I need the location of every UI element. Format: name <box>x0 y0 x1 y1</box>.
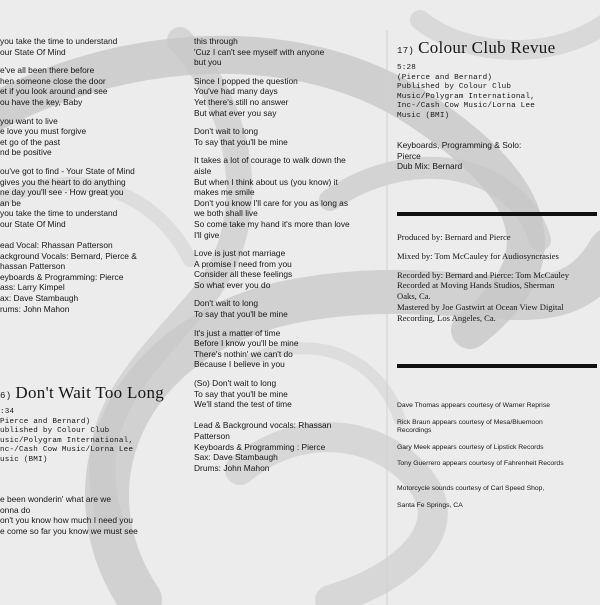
production-credit-line: Recorded by: Bernard and Pierce: Tom McCauley <box>397 269 570 280</box>
lyric-line: Love is just not marriage <box>194 248 286 259</box>
lyric-line: on't you know how much I need you <box>0 515 133 526</box>
lyric-line: To say that you'll be mine <box>194 309 288 320</box>
lyric-line: I'll give <box>194 229 220 240</box>
lyric-line: nd be positive <box>0 147 52 158</box>
lyric-line <box>194 320 350 328</box>
lyric-line: e been wonderin' what are we <box>0 494 112 504</box>
track-6-number: 6) <box>0 391 12 401</box>
divider-rule-bottom <box>397 364 597 368</box>
lyric-line: It's just a matter of time <box>194 327 281 338</box>
lyric-line: our State Of Mind <box>0 46 66 57</box>
track-17-number: 17) <box>397 46 415 56</box>
credit-line: rums: John Mahon <box>0 303 70 314</box>
production-credit-line: Mastered by Joe Gastwirt at Ocean View Digital <box>397 301 564 312</box>
lyric-line: ou have the key, Baby <box>0 96 83 107</box>
lyric-line <box>194 147 350 155</box>
track-info-line: Published by Colour Club <box>397 83 512 92</box>
courtesy-line: Dave Thomas appears courtesy of Warner Reprise <box>397 402 550 409</box>
track-6-title-line <box>0 383 164 406</box>
track-info-line: Music (BMI) <box>397 111 450 120</box>
lyric-line: Don't wait to long <box>194 298 258 309</box>
lyric-line: (So) Don't wait to long <box>194 378 277 389</box>
lyric-line: we both shall live <box>194 208 258 219</box>
track-5-lyrics <box>0 36 137 230</box>
credit-line: Dub Mix: Bernard <box>397 161 463 172</box>
track-6-info <box>0 408 133 466</box>
lyric-line: makes me smile <box>194 187 255 198</box>
lyric-line: A promise I need from you <box>194 258 292 269</box>
credit-line: eyboards & Programming: Pierce <box>0 271 124 282</box>
track-info-line: usic (BMI) <box>0 455 48 464</box>
production-credit-line: Oaks, Ca. <box>397 291 431 302</box>
lyric-line: You've had many days <box>194 86 278 97</box>
lyric-line: Don't wait to long <box>194 126 258 137</box>
track-info-line: Music/Polygram International, <box>397 92 535 101</box>
middle-column <box>194 36 350 473</box>
lyric-line: ou've got to find - Your State of Mind <box>0 165 135 176</box>
lyric-line: aisle <box>194 165 212 176</box>
lyric-line <box>194 118 350 126</box>
lyric-line: gives you the heart to do anything <box>0 176 126 187</box>
credit-line: ass: Larry Kimpel <box>0 282 65 293</box>
credit-line: Lead & Background vocals: Rhassan <box>194 420 332 431</box>
track-17-header <box>397 38 555 61</box>
track-info-line: ublished by Colour Club <box>0 427 110 436</box>
lyric-line: Since I popped the question <box>194 75 298 86</box>
lyric-line <box>194 370 350 378</box>
lyric-line: To say that you'll be mine <box>194 388 288 399</box>
track-17-info <box>397 64 535 122</box>
production-credit-line <box>397 262 569 270</box>
lyric-line: e love you must forgive <box>0 126 87 137</box>
lyric-line: Yet there's still no answer <box>194 96 289 107</box>
lyric-line: Consider all these feelings <box>194 269 293 280</box>
credit-line: ackground Vocals: Bernard, Pierce & <box>0 250 137 261</box>
lyric-line: We'll stand the test of time <box>194 399 292 410</box>
lyric-line: But what ever you say <box>194 107 277 118</box>
courtesy-line <box>397 436 564 444</box>
track-6-lyrics-continued <box>194 36 350 410</box>
lyric-line <box>0 57 137 65</box>
courtesy-line: Santa Fe Springs, CA <box>397 501 463 509</box>
left-column <box>0 36 137 314</box>
lyric-line: but you <box>194 57 222 68</box>
lyric-line: et go of the past <box>0 136 61 147</box>
lyric-line: e've all been there before <box>0 65 95 76</box>
lyric-line <box>194 240 350 248</box>
courtesy-credits <box>397 402 564 510</box>
track-info-line: :34 <box>0 408 15 416</box>
production-credit-line: Recorded at Moving Hands Studios, Sherman <box>397 280 555 291</box>
lyric-line: There's nothin' we can't do <box>194 348 293 359</box>
track-info-line: Inc-/Cash Cow Music/Lorna Lee <box>397 102 535 111</box>
lyric-line <box>0 108 137 116</box>
track-6-title: Don't Wait Too Long <box>15 383 165 402</box>
courtesy-line <box>397 469 564 477</box>
credit-line: Patterson <box>194 431 230 441</box>
track-5-credits <box>0 240 137 314</box>
credit-line: ead Vocal: Rhassan Patterson <box>0 240 113 251</box>
track-17-credits <box>397 140 521 172</box>
courtesy-line: Motorcycle sounds courtesy of Carl Speed Shop, <box>397 484 545 492</box>
credit-line: Keyboards, Programming & Solo: <box>397 140 522 150</box>
lyric-line: So come take my hand it's more than love <box>194 218 350 229</box>
production-credit-line: Recording, Los Angeles, Ca. <box>397 312 496 323</box>
track-17-title: Colour Club Revue <box>418 38 556 57</box>
lyric-line: an be <box>0 197 21 208</box>
lyric-line <box>194 68 350 76</box>
lyric-line: onna do <box>0 504 31 515</box>
lyric-line: this through <box>194 36 238 46</box>
lyric-line: So what ever you do <box>194 279 271 290</box>
track-info-line: (Pierce and Bernard) <box>397 73 493 82</box>
lyric-line: hen someone close the door <box>0 75 106 86</box>
lyric-line: Don't you know I'll care for you as long as <box>194 197 349 208</box>
track-6-header <box>0 383 164 406</box>
production-credit-line: Produced by: Bernard and Pierce <box>397 232 511 242</box>
lyric-line <box>194 290 350 298</box>
credit-line: Keyboards & Programming : Pierce <box>194 441 326 452</box>
courtesy-line <box>397 477 564 485</box>
credit-line: hassan Patterson <box>0 261 66 272</box>
lyric-line: Before I know you'll be mine <box>194 338 299 349</box>
lyric-line: our State Of Mind <box>0 218 66 229</box>
lyric-line: To say that you'll be mine <box>194 136 288 147</box>
production-credits <box>397 232 569 324</box>
lyric-line: It takes a lot of courage to walk down the <box>194 155 346 166</box>
lyric-line: you take the time to understand <box>0 36 118 46</box>
production-credit-line <box>397 243 569 251</box>
credit-line: Sax: Dave Stambaugh <box>194 452 278 463</box>
courtesy-line: Rick Braun appears courtesy of Mesa/Bluemoon <box>397 418 543 426</box>
track-info-line: nc-/Cash Cow Music/Lorna Lee <box>0 446 134 455</box>
courtesy-line <box>397 411 564 419</box>
credit-line: ax: Dave Stambaugh <box>0 293 79 304</box>
track-info-line: Pierce and Bernard) <box>0 417 91 426</box>
track-6-lyrics <box>0 494 138 536</box>
track-6-credits <box>194 420 350 473</box>
track-17-title-line <box>397 38 555 61</box>
credit-line: Drums: John Mahon <box>194 462 270 473</box>
lyric-line: 'Cuz I can't see myself with anyone <box>194 46 325 57</box>
lyric-line: et if you look around and see <box>0 86 108 97</box>
track-info-line: usic/Polygram International, <box>0 436 134 445</box>
lyric-line <box>0 158 137 166</box>
courtesy-line <box>397 452 564 460</box>
lyric-line: you want to live <box>0 115 58 126</box>
lyric-line: ne day you'll see - How great you <box>0 187 124 198</box>
courtesy-line: Gary Meek appears courtesy of Lipstick Records <box>397 443 544 451</box>
lyric-line: But when I think about us (you know) it <box>194 176 338 187</box>
divider-rule-top <box>397 212 597 216</box>
lyric-line: Because I believe in you <box>194 359 285 370</box>
production-credit-line: Mixed by: Tom McCauley for Audiosyncrasies <box>397 250 559 261</box>
lyric-line: e come so far you know we must see <box>0 525 138 536</box>
courtesy-line <box>397 494 564 502</box>
credit-line: Pierce <box>397 150 421 161</box>
track-info-line: 5:28 <box>397 64 417 72</box>
lyric-line: you take the time to understand <box>0 208 118 219</box>
courtesy-line: Tony Guerrero appears courtesy of Fahrenheit Records <box>397 460 564 468</box>
courtesy-line: Recordings <box>397 427 432 435</box>
